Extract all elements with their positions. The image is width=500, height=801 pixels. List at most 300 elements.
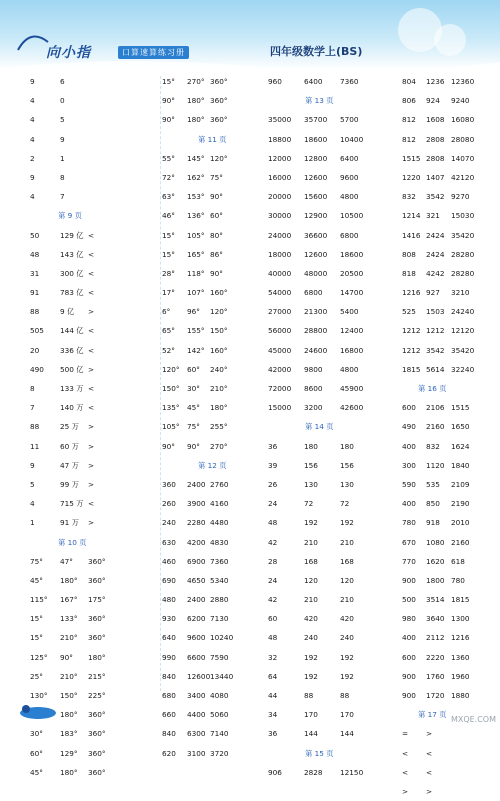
answer-cell: 6300 — [187, 729, 206, 739]
answer-cell: 321 — [426, 211, 440, 221]
answer-cell: 14700 — [340, 288, 364, 298]
answer-cell: 400 — [402, 499, 416, 509]
answer-cell: 670 — [402, 537, 416, 547]
answer-cell: 2220 — [426, 652, 445, 662]
answer-cell: 9 — [30, 77, 35, 86]
answer-cell: < — [88, 249, 95, 259]
answer-row — [402, 686, 497, 705]
answer-cell: 360° — [210, 115, 228, 125]
answer-cell: 780 — [451, 575, 465, 585]
answer-cell: > — [402, 786, 409, 796]
answer-cell: = — [402, 729, 409, 739]
answer-cell: 135° — [162, 403, 180, 413]
answer-cell: 1360 — [451, 652, 470, 662]
answer-row — [402, 168, 497, 187]
answer-row — [268, 321, 393, 340]
answer-cell: 75° — [187, 422, 200, 432]
answer-cell: 99 万 — [60, 479, 79, 489]
answer-cell: 1960 — [451, 671, 470, 681]
answer-row — [268, 763, 393, 782]
answer-row — [402, 724, 497, 743]
answer-cell: 8600 — [304, 384, 323, 393]
answer-cell: 4200 — [187, 537, 206, 547]
answer-cell: 2808 — [426, 134, 445, 144]
answer-cell: 72° — [162, 172, 175, 182]
answer-cell: 160° — [210, 345, 228, 355]
answer-cell: 150° — [60, 691, 78, 700]
answer-row — [162, 533, 267, 552]
answer-row — [162, 283, 267, 302]
answer-cell: 804 — [402, 77, 416, 86]
answer-cell: 90° — [210, 192, 223, 202]
answer-cell: 20 — [30, 345, 40, 355]
answer-row — [402, 130, 497, 149]
answer-cell: 14070 — [451, 153, 475, 163]
answer-cell: 90° — [187, 441, 200, 451]
answer-cell: 15° — [30, 633, 43, 643]
answer-cell: 65° — [162, 326, 175, 336]
answer-row — [268, 686, 393, 705]
answer-cell: 2109 — [451, 479, 470, 489]
answer-cell: 24600 — [304, 345, 328, 355]
answer-cell: 31 — [30, 268, 40, 278]
answer-cell: 360° — [88, 729, 106, 739]
answer-row — [162, 321, 267, 340]
answer-cell: 500 — [402, 595, 416, 605]
answer-row — [402, 494, 497, 513]
answer-cell: 818 — [402, 268, 416, 278]
answer-cell: 3514 — [426, 595, 445, 605]
answer-cell: < — [402, 748, 409, 758]
answer-cell: 180° — [187, 115, 205, 125]
answer-cell: 60 万 — [60, 441, 79, 451]
answer-cell: 17° — [162, 288, 175, 298]
answer-cell: < — [426, 767, 433, 777]
answer-cell: 10400 — [340, 134, 364, 144]
page-number-label: 第 13 页 — [305, 96, 334, 106]
answer-row — [268, 149, 393, 168]
answer-cell: 180° — [187, 96, 205, 106]
answer-cell: 30000 — [268, 211, 292, 221]
answer-row — [162, 667, 267, 686]
answer-row — [268, 226, 393, 245]
answer-cell: 808 — [402, 249, 416, 259]
answer-cell: 30° — [187, 384, 200, 393]
answer-row — [268, 437, 393, 456]
answer-cell: 9600 — [187, 633, 206, 643]
answer-cell: 7130 — [210, 614, 229, 624]
answer-cell: 48 — [268, 633, 278, 643]
answer-cell: 9240 — [451, 96, 470, 106]
answer-cell: 105° — [162, 422, 180, 432]
answer-cell: 91 — [30, 288, 40, 298]
answer-row — [402, 552, 497, 571]
answer-cell: 120° — [210, 153, 228, 163]
answer-cell: 7360 — [210, 556, 229, 566]
answer-cell: > — [88, 460, 95, 470]
answer-cell: 90° — [162, 96, 175, 106]
answer-cell: 28800 — [304, 326, 328, 336]
answer-cell: > — [426, 786, 433, 796]
answer-cell: 120 — [304, 575, 318, 585]
answer-cell: < — [88, 499, 95, 509]
page-number-label: 第 9 页 — [58, 211, 82, 221]
answer-cell: 180° — [88, 652, 106, 662]
answer-cell: 225° — [88, 691, 106, 700]
answer-cell: 4650 — [187, 575, 206, 585]
answer-cell: 36600 — [304, 230, 328, 240]
answer-cell: 8 — [30, 384, 35, 393]
answer-row — [162, 609, 267, 628]
answer-row — [162, 149, 267, 168]
answer-cell: 75° — [210, 172, 223, 182]
answer-row — [402, 341, 497, 360]
answer-cell: 5700 — [340, 115, 359, 125]
answer-cell: 91 万 — [60, 518, 79, 528]
answer-cell: 12900 — [304, 211, 328, 221]
answer-row — [162, 648, 267, 667]
page-header — [0, 0, 500, 70]
answer-cell: 1407 — [426, 172, 445, 182]
answer-cell: 129° — [60, 748, 78, 758]
answer-row — [162, 226, 267, 245]
answer-row — [162, 245, 267, 264]
answer-cell: 3100 — [187, 748, 206, 758]
answer-row — [162, 686, 267, 705]
answer-row — [162, 187, 267, 206]
answer-cell: 4080 — [210, 691, 229, 700]
answer-cell: 6900 — [187, 556, 206, 566]
answer-cell: 620 — [162, 748, 176, 758]
answer-cell: 11 — [30, 441, 40, 451]
answer-cell: 6400 — [304, 77, 323, 86]
answer-cell: 192 — [340, 518, 354, 528]
answer-cell: 15° — [30, 614, 43, 624]
answer-cell: 783 亿 — [60, 288, 84, 298]
answer-cell: 192 — [304, 671, 318, 681]
page-number-label: 第 11 页 — [198, 134, 227, 144]
page-number-heading — [162, 130, 267, 149]
answer-row — [162, 417, 267, 436]
answer-cell: 28080 — [451, 134, 475, 144]
answer-cell: 1720 — [426, 691, 445, 700]
answer-cell: 1515 — [451, 403, 470, 413]
answer-cell: 88 — [30, 307, 40, 317]
answer-cell: 780 — [402, 518, 416, 528]
brand-tagline: 口算速算练习册 — [118, 46, 189, 59]
answer-cell: 715 万 — [60, 499, 84, 509]
answer-cell: 210° — [210, 384, 228, 393]
answer-row — [402, 206, 497, 225]
answer-row — [402, 437, 497, 456]
answer-cell: 52° — [162, 345, 175, 355]
answer-row — [162, 72, 267, 91]
answer-cell: 90° — [210, 268, 223, 278]
answer-cell: 640 — [162, 633, 176, 643]
answer-cell: 6800 — [304, 288, 323, 298]
corner-mascot-icon — [18, 703, 58, 721]
answer-row — [268, 168, 393, 187]
answer-cell: 15° — [162, 249, 175, 259]
answer-cell: 56000 — [268, 326, 292, 336]
answer-cell: 7590 — [210, 652, 229, 662]
answer-cell: 900 — [402, 575, 416, 585]
answer-cell: 906 — [268, 767, 282, 777]
answer-cell: 3400 — [187, 691, 206, 700]
answer-cell: 900 — [402, 671, 416, 681]
answer-column-3 — [268, 72, 393, 782]
answer-row — [402, 609, 497, 628]
answer-cell: 55° — [162, 153, 175, 163]
answer-cell: 44 — [268, 691, 278, 700]
answer-cell: 360° — [88, 614, 106, 624]
answer-cell: 90° — [162, 115, 175, 125]
answer-row — [402, 283, 497, 302]
answer-cell: < — [88, 268, 95, 278]
answer-row — [402, 744, 497, 763]
answer-cell: 2400 — [187, 479, 206, 489]
answer-cell: 2424 — [426, 249, 445, 259]
answer-cell: 27000 — [268, 307, 292, 317]
answer-row — [268, 475, 393, 494]
answer-cell: 660 — [162, 710, 176, 720]
answer-row — [402, 264, 497, 283]
answer-row — [268, 341, 393, 360]
answer-cell: 6° — [162, 307, 171, 317]
answer-cell: 130° — [30, 691, 48, 700]
answer-cell: 270° — [210, 441, 228, 451]
answer-cell: 1 — [60, 153, 65, 163]
answer-cell: 80° — [210, 230, 223, 240]
answer-cell: 2828 — [304, 767, 323, 777]
answer-cell: 9 — [30, 460, 35, 470]
answer-cell: 90° — [162, 441, 175, 451]
brand-logo: 向小指 — [46, 45, 91, 61]
answer-cell: 42600 — [340, 403, 364, 413]
answer-cell: 36 — [268, 441, 278, 451]
answer-cell: 1212 — [402, 345, 421, 355]
answer-cell: 42 — [268, 595, 278, 605]
answer-cell: > — [88, 307, 95, 317]
answer-cell: 2112 — [426, 633, 445, 643]
answer-row — [402, 648, 497, 667]
answer-cell: 18600 — [340, 249, 364, 259]
answer-cell: 400 — [402, 633, 416, 643]
answer-cell: 153° — [187, 192, 205, 202]
answer-cell: 1216 — [402, 288, 421, 298]
answer-cell: 9 亿 — [60, 307, 75, 317]
answer-cell: 28° — [162, 268, 175, 278]
answer-cell: 1815 — [451, 595, 470, 605]
answer-cell: 129 亿 — [60, 230, 84, 240]
answer-cell: 480 — [162, 595, 176, 605]
answer-cell: 4800 — [340, 192, 359, 202]
answer-row — [268, 533, 393, 552]
answer-row — [402, 628, 497, 647]
answer-cell: 18600 — [304, 134, 328, 144]
answer-row — [268, 187, 393, 206]
answer-row — [268, 590, 393, 609]
answer-cell: 50 — [30, 230, 40, 240]
answer-cell: > — [88, 441, 95, 451]
answer-cell: 3720 — [210, 748, 229, 758]
answer-cell: 5 — [60, 115, 65, 125]
answer-cell: 3210 — [451, 288, 470, 298]
answer-cell: 832 — [402, 192, 416, 202]
answer-cell: 45900 — [340, 384, 364, 393]
answer-cell: 7 — [30, 403, 35, 413]
answer-cell: 4 — [30, 499, 35, 509]
answer-row — [402, 91, 497, 110]
answer-cell: 2280 — [187, 518, 206, 528]
answer-cell: 240 — [304, 633, 318, 643]
answer-cell: 6 — [60, 77, 65, 86]
answer-row — [162, 513, 267, 532]
answer-row — [402, 302, 497, 321]
page-number-heading — [162, 456, 267, 475]
answer-cell: < — [88, 288, 95, 298]
answer-cell: 75° — [30, 556, 43, 566]
answer-cell: 180° — [60, 710, 78, 720]
answer-cell: 460 — [162, 556, 176, 566]
answer-cell: 42120 — [451, 172, 475, 182]
answer-row — [162, 437, 267, 456]
answer-cell: 2880 — [210, 595, 229, 605]
answer-cell: 192 — [340, 671, 354, 681]
answer-cell: 270° — [187, 77, 205, 86]
answer-cell: 1815 — [402, 364, 421, 374]
answer-cell: 180 — [304, 441, 318, 451]
answer-cell: 600 — [402, 652, 416, 662]
answer-cell: 136° — [187, 211, 205, 221]
answer-cell: 240 — [340, 633, 354, 643]
answer-row — [402, 187, 497, 206]
answer-cell: 1212 — [402, 326, 421, 336]
answer-cell: < — [88, 345, 95, 355]
answer-cell: 1515 — [402, 153, 421, 163]
answer-cell: 336 亿 — [60, 345, 84, 355]
answer-cell: 1212 — [426, 326, 445, 336]
answer-cell: 1416 — [402, 230, 421, 240]
answer-cell: 600 — [402, 403, 416, 413]
answer-cell: 60° — [187, 364, 200, 374]
page-number-heading — [268, 417, 393, 436]
answer-cell: 140 万 — [60, 403, 84, 413]
answer-cell: 490 — [30, 364, 44, 374]
answer-row — [268, 552, 393, 571]
answer-cell: 900 — [402, 691, 416, 700]
answer-cell: 3542 — [426, 192, 445, 202]
answer-cell: 840 — [162, 729, 176, 739]
answer-cell: 35000 — [268, 115, 292, 125]
answer-cell: 180° — [60, 767, 78, 777]
answer-cell: 45° — [30, 767, 43, 777]
answer-cell: 4800 — [340, 364, 359, 374]
answer-cell: 1503 — [426, 307, 445, 317]
answer-cell: 165° — [187, 249, 205, 259]
answer-cell: 832 — [426, 441, 440, 451]
answer-cell: 6800 — [340, 230, 359, 240]
answer-row — [268, 110, 393, 129]
answer-row — [268, 724, 393, 743]
answer-row — [402, 456, 497, 475]
answer-cell: 0 — [60, 96, 65, 106]
answer-cell: 210 — [304, 537, 318, 547]
answer-cell: 192 — [304, 518, 318, 528]
answer-cell: 45000 — [268, 345, 292, 355]
answer-cell: 9 — [60, 134, 65, 144]
answer-cell: 21300 — [304, 307, 328, 317]
answer-row — [162, 168, 267, 187]
answer-cell: 142° — [187, 345, 205, 355]
answer-cell: 990 — [162, 652, 176, 662]
answer-cell: 12800 — [304, 153, 328, 163]
answer-cell: 16080 — [451, 115, 475, 125]
answer-cell: 1624 — [451, 441, 470, 451]
answer-cell: 133° — [60, 614, 78, 624]
answer-row — [162, 360, 267, 379]
answer-cell: 360° — [88, 575, 106, 585]
answer-cell: 2106 — [426, 403, 445, 413]
answer-cell: 630 — [162, 537, 176, 547]
answer-cell: 46° — [162, 211, 175, 221]
answer-cell: 260 — [162, 499, 176, 509]
answer-cell: < — [88, 230, 95, 240]
answer-cell: 1800 — [426, 575, 445, 585]
answer-cell: 500 亿 — [60, 364, 84, 374]
answer-cell: 2160 — [426, 422, 445, 432]
answer-row — [162, 110, 267, 129]
answer-cell: 980 — [402, 614, 416, 624]
answer-cell: 30° — [30, 729, 43, 739]
answer-cell: 168 — [340, 556, 354, 566]
answer-cell: 4 — [30, 96, 35, 106]
answer-row — [268, 245, 393, 264]
answer-row — [268, 206, 393, 225]
answer-cell: 1650 — [451, 422, 470, 432]
answer-cell: 133 万 — [60, 384, 84, 393]
page-number-heading — [268, 744, 393, 763]
answer-cell: 690 — [162, 575, 176, 585]
answer-row — [268, 705, 393, 724]
answer-cell: 4160 — [210, 499, 229, 509]
answer-cell: 240° — [210, 364, 228, 374]
answer-row — [402, 513, 497, 532]
answer-cell: 2424 — [426, 230, 445, 240]
answer-cell: 1236 — [426, 77, 445, 86]
answer-cell: > — [88, 422, 95, 432]
answer-row — [402, 398, 497, 417]
answer-cell: 930 — [162, 614, 176, 624]
answer-cell: 3640 — [426, 614, 445, 624]
answer-cell: > — [426, 729, 433, 739]
answer-cell: > — [88, 479, 95, 489]
answer-cell: 120 — [340, 575, 354, 585]
answer-cell: 850 — [426, 499, 440, 509]
answer-row — [402, 360, 497, 379]
page-number-label: 第 16 页 — [418, 384, 447, 393]
answer-cell: 60° — [210, 211, 223, 221]
answer-cell: 4242 — [426, 268, 445, 278]
answer-row — [268, 379, 393, 398]
answer-cell: 3200 — [304, 403, 323, 413]
answer-cell: 150° — [162, 384, 180, 393]
answer-cell: 105° — [187, 230, 205, 240]
answer-row — [162, 206, 267, 225]
answer-cell: < — [88, 384, 95, 393]
answer-cell: 6600 — [187, 652, 206, 662]
answer-cell: 210 — [340, 595, 354, 605]
